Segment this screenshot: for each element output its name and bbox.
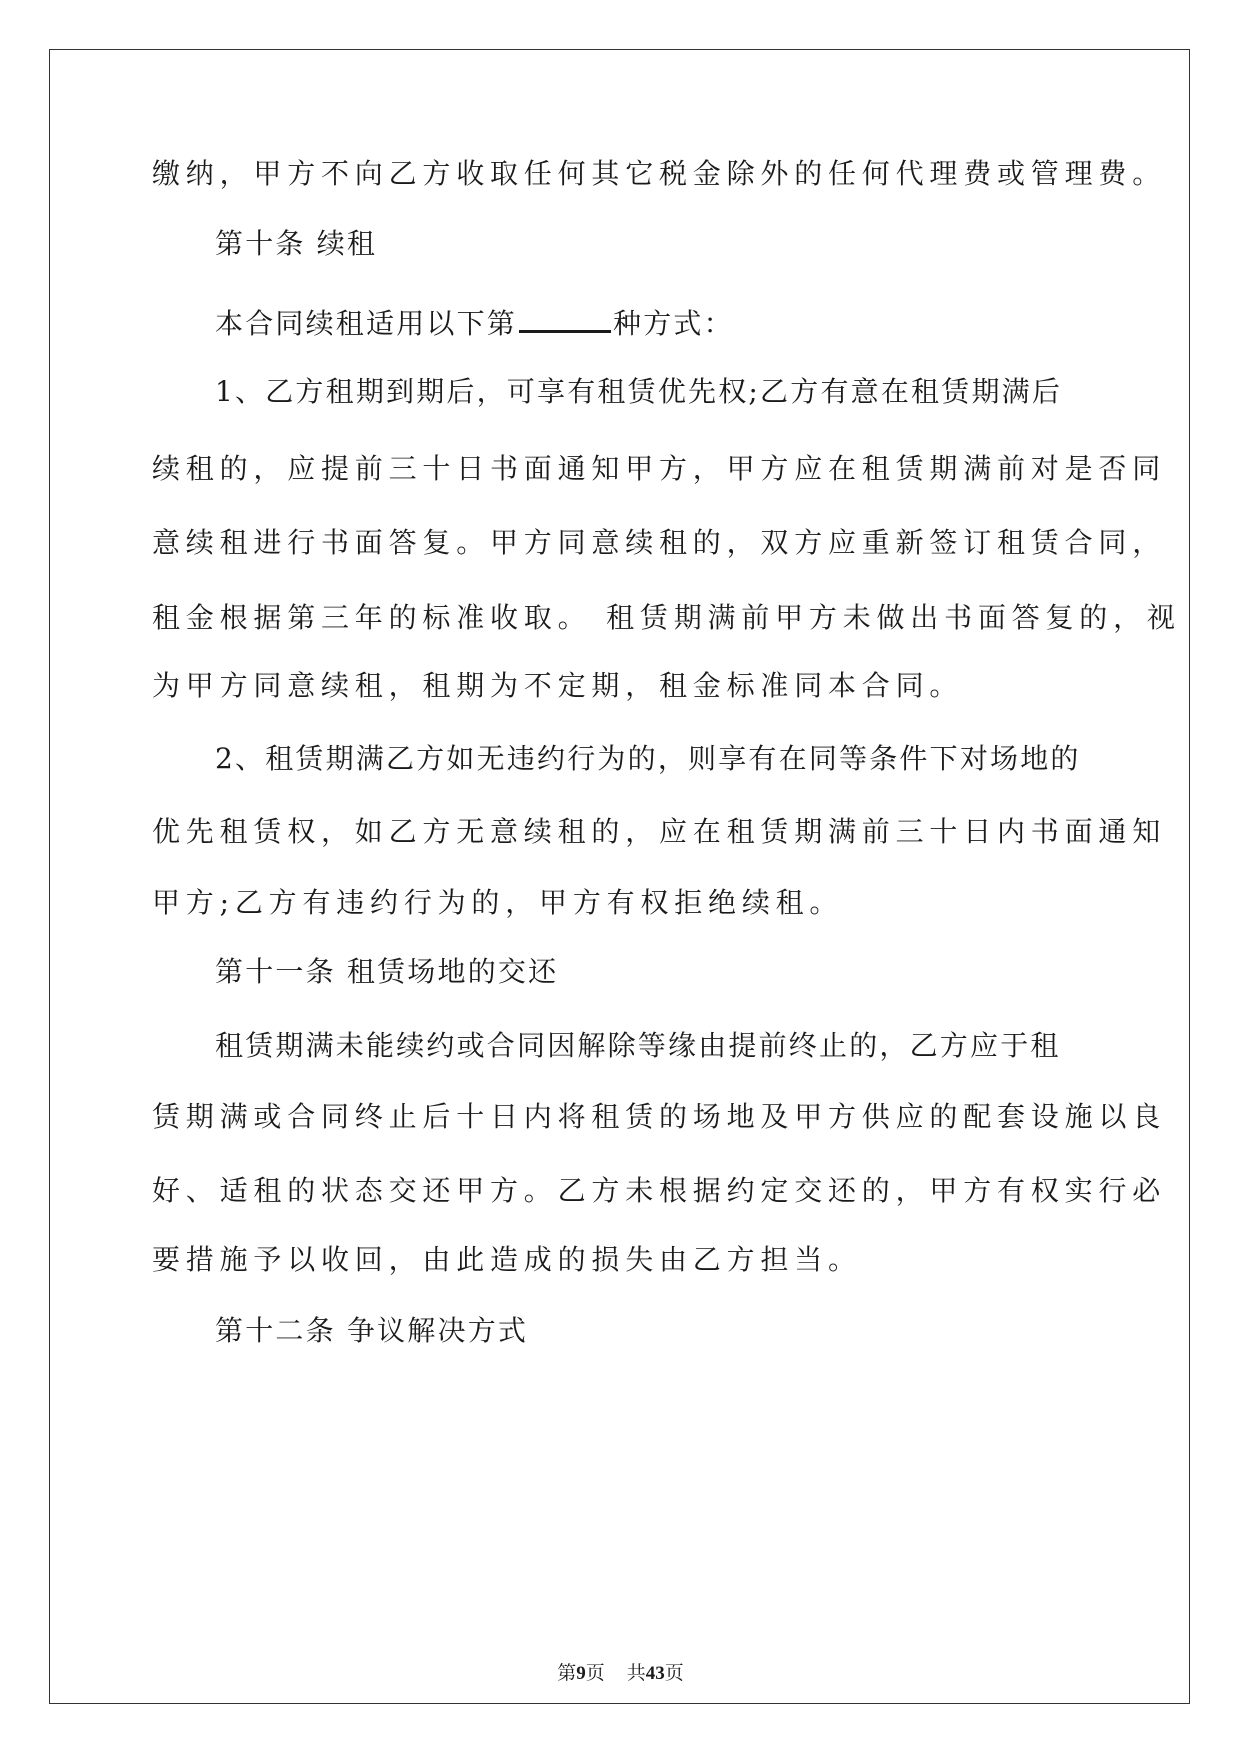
page-suffix: 页 (585, 1662, 605, 1684)
renewal-method-text-end: 种方式： (613, 307, 734, 340)
paragraph-line: 缴纳，甲方不向乙方收取任何其它税金除外的任何代理费或管理费。 (152, 157, 1167, 190)
page-border (49, 49, 1190, 1704)
paragraph-line: 租金根据第三年的标准收取。 租赁期满前甲方未做出书面答复的，视 (152, 601, 1181, 634)
paragraph-line: 好、适租的状态交还甲方。乙方未根据约定交还的，甲方有权实行必 (152, 1174, 1167, 1207)
paragraph-line: 租赁期满未能续约或合同因解除等缘由提前终止的，乙方应于租 (215, 1029, 1061, 1062)
renewal-method-text: 本合同续租适用以下第 (215, 307, 518, 340)
total-pages: 43 (645, 1663, 665, 1684)
paragraph-line: 2、租赁期满乙方如无违约行为的，则享有在同等条件下对场地的 (215, 742, 1081, 775)
paragraph-line: 为甲方同意续租，租期为不定期，租金标准同本合同。 (152, 669, 964, 702)
paragraph-line: 意续租进行书面答复。甲方同意续租的，双方应重新签订租赁合同， (152, 526, 1167, 559)
paragraph-line: 优先租赁权，如乙方无意续租的，应在租赁期满前三十日内书面通知 (152, 815, 1167, 848)
paragraph-line: 甲方;乙方有违约行为的，甲方有权拒绝续租。 (152, 886, 844, 919)
article-heading: 第十一条 租赁场地的交还 (215, 955, 559, 988)
renewal-method-line (215, 304, 1155, 344)
paragraph-line: 要措施予以收回，由此造成的损失由乙方担当。 (152, 1243, 862, 1276)
paragraph-line: 赁期满或合同终止后十日内将租赁的场地及甲方供应的配套设施以良 (152, 1100, 1167, 1133)
article-heading: 第十二条 争议解决方式 (215, 1314, 529, 1347)
page-footer (0, 1660, 1241, 1687)
article-heading: 第十条 续租 (215, 227, 378, 260)
total-prefix: 共 (626, 1662, 646, 1684)
page-prefix: 第 (557, 1662, 577, 1684)
page-number: 9 (576, 1663, 586, 1684)
paragraph-line: 续租的，应提前三十日书面通知甲方，甲方应在租赁期满前对是否同 (152, 452, 1167, 485)
total-suffix: 页 (664, 1662, 684, 1684)
blank-fill-line[interactable] (519, 308, 611, 333)
paragraph-line: 1、乙方租期到期后，可享有租赁优先权;乙方有意在租赁期满后 (215, 375, 1063, 408)
